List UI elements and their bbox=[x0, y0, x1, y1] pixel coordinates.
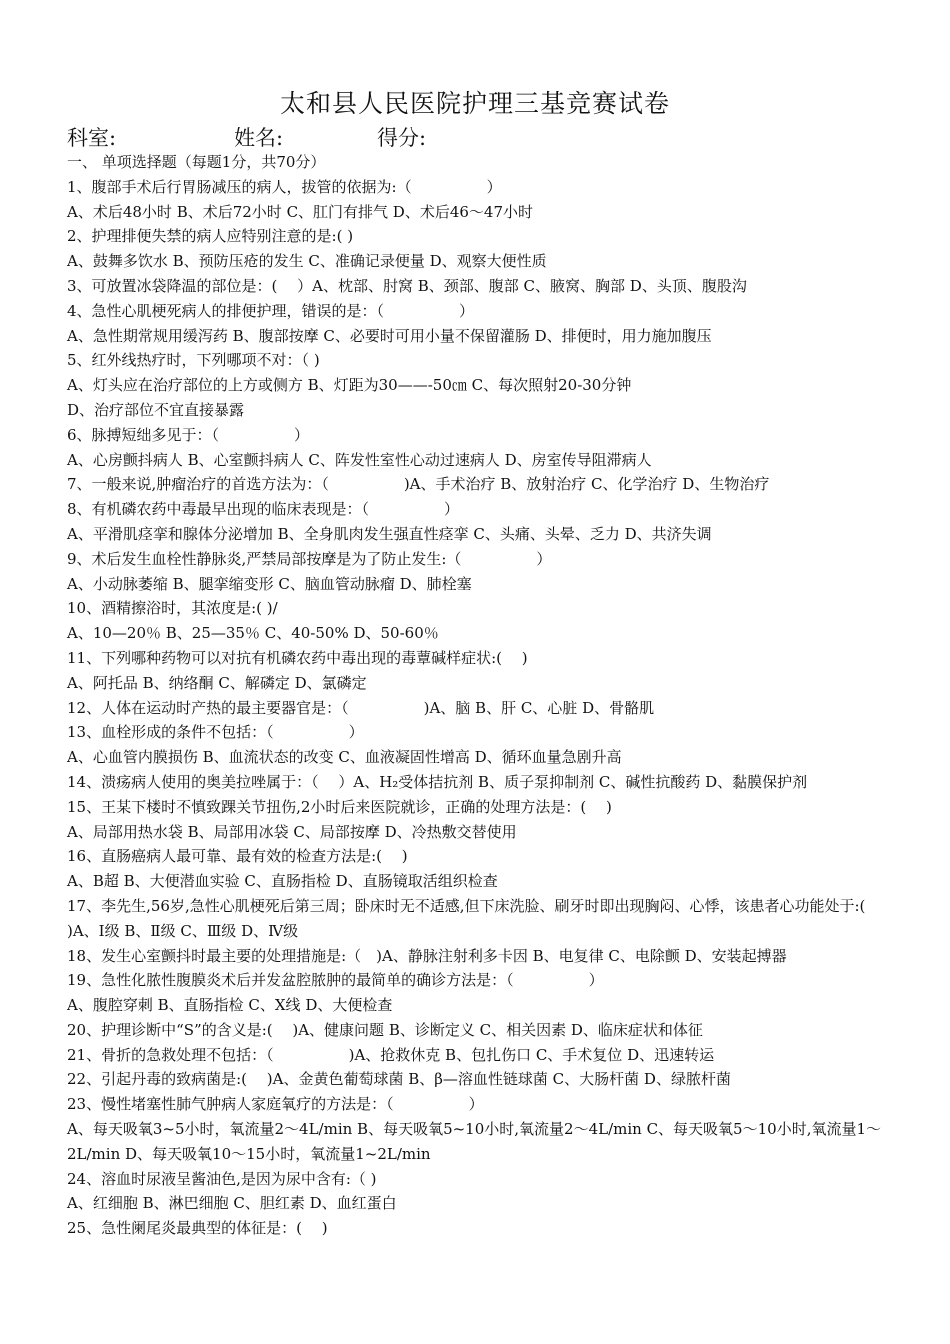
text-line: 10、酒精擦浴时，其浓度是:( )/ bbox=[67, 599, 278, 618]
text-line: A、急性期常规用缓泻药 B、腹部按摩 C、必要时可用小量不保留灌肠 D、排便时，用力施加腹压 bbox=[67, 326, 712, 345]
text-line: 12、人体在运动时产热的最主要器官是：（ )A、脑 B、肝 C、心脏 D、骨骼肌 bbox=[67, 698, 655, 717]
text-line: 1、腹部手术后行胃肠减压的病人，拔管的依据为:（ ） bbox=[67, 177, 502, 196]
text-line: A、腹腔穿刺 B、直肠指检 C、X线 D、大便检查 bbox=[67, 996, 393, 1015]
text-line: A、B超 B、大便潜血实验 C、直肠指检 D、直肠镜取活组织检查 bbox=[67, 872, 498, 891]
page-title: 太和县人民医院护理三基竞赛试卷 bbox=[279, 89, 670, 118]
text-line: 16、直肠癌病人最可靠、最有效的检查方法是:( ) bbox=[67, 847, 408, 866]
text-line: A、10—20％ B、25—35％ C、40-50% D、50-60％ bbox=[67, 624, 439, 643]
question-list bbox=[67, 150, 887, 1241]
text-line: 17、李先生,56岁,急性心肌梗死后第三周；卧床时无不适感,但下床洗脸、刷牙时即出现胸闷、心悸，该患者心功能处于:( )A、Ⅰ级 B、Ⅱ级 C、Ⅲ级 D、Ⅳ级 bbox=[67, 896, 886, 940]
text-line: 4、急性心肌梗死病人的排便护理，错误的是：（ ） bbox=[67, 301, 475, 320]
text-line: 24、溶血时尿液呈酱油色,是因为尿中含有:（ ) bbox=[67, 1169, 377, 1188]
text-line: A、小动脉萎缩 B、腿挛缩变形 C、脑血管动脉瘤 D、肺栓塞 bbox=[67, 574, 472, 593]
text-line: 9、术后发生血栓性静脉炎,严禁局部按摩是为了防止发生:（ ） bbox=[67, 549, 552, 568]
text-line: 25、急性阑尾炎最典型的体征是：( ) bbox=[67, 1219, 328, 1238]
score-label: 得分: bbox=[377, 126, 427, 150]
text-line: 22、引起丹毒的致病菌是:( )A、金黄色葡萄球菌 B、β—溶血性链球菌 C、大肠杆菌 D、绿脓杆菌 bbox=[67, 1070, 731, 1089]
text-line: 14、溃疡病人使用的奥美拉唑属于：（ ）A、H₂受体拮抗剂 B、质子泵抑制剂 C、碱性抗酸药 D、黏膜保护剂 bbox=[67, 772, 808, 791]
text-line: 18、发生心室颤抖时最主要的处理措施是:（ )A、静脉注射利多卡因 B、电复律 C、电除颤 D、安装起搏器 bbox=[67, 946, 787, 965]
text-line: A、心血管内膜损伤 B、血流状态的改变 C、血液凝固性增高 D、循环血量急剧升高 bbox=[67, 748, 622, 767]
text-line: 11、下列哪种药物可以对抗有机磷农药中毒出现的毒蕈碱样症状:( ) bbox=[67, 648, 528, 667]
text-line: 13、血栓形成的条件不包括：（ ） bbox=[67, 723, 364, 742]
text-line: 15、王某下楼时不慎致踝关节扭伤,2小时后来医院就诊，正确的处理方法是：( ) bbox=[67, 797, 612, 816]
text-line: D、治疗部位不宜直接暴露 bbox=[67, 400, 245, 419]
text-line: A、红细胞 B、淋巴细胞 C、胆红素 D、血红蛋白 bbox=[67, 1194, 397, 1213]
text-line: A、局部用热水袋 B、局部用冰袋 C、局部按摩 D、冷热敷交替使用 bbox=[67, 822, 517, 841]
text-line: 19、急性化脓性腹膜炎术后并发盆腔脓肿的最简单的确诊方法是：（ ） bbox=[67, 971, 604, 990]
text-line: 2、护理排便失禁的病人应特别注意的是:( ) bbox=[67, 227, 354, 246]
text-line: 5、红外线热疗时，下列哪项不对：（ ) bbox=[67, 351, 320, 370]
text-line: A、术后48小时 B、术后72小时 C、肛门有排气 D、术后46～47小时 bbox=[67, 202, 534, 221]
text-line: 7、一般来说,肿瘤治疗的首选方法为：（ )A、手术治疗 B、放射治疗 C、化学治疗 D、生物治疗 bbox=[67, 475, 770, 494]
text-line: 8、有机磷农药中毒最早出现的临床表现是：（ ） bbox=[67, 500, 460, 519]
name-label: 姓名: bbox=[234, 126, 284, 150]
text-line: 23、慢性堵塞性肺气肿病人家庭氧疗的方法是：（ ） bbox=[67, 1095, 484, 1114]
text-line: 20、护理诊断中“S”的含义是:( )A、健康问题 B、诊断定义 C、相关因素 D、临床症状和体征 bbox=[67, 1020, 703, 1039]
text-line: A、平滑肌痉挛和腺体分泌增加 B、全身肌肉发生强直性痉挛 C、头痛、头晕、乏力 D、共济失调 bbox=[67, 524, 712, 543]
text-line: A、灯头应在治疗部位的上方或侧方 B、灯距为30——-50㎝ C、每次照射20-30分钟 bbox=[67, 376, 632, 395]
text-line: 6、脉搏短绌多见于：（ ） bbox=[67, 425, 310, 444]
text-line: A、鼓舞多饮水 B、预防压疮的发生 C、准确记录便量 D、观察大便性质 bbox=[67, 252, 547, 271]
text-line: 一、 单项选择题（每题1分，共70分） bbox=[67, 153, 326, 171]
text-line: 3、可放置冰袋降温的部位是：( ）A、枕部、肘窝 B、颈部、腹部 C、腋窝、胸部 D、头顶、腹股沟 bbox=[67, 276, 747, 295]
text-line: A、心房颤抖病人 B、心室颤抖病人 C、阵发性室性心动过速病人 D、房室传导阻滞病人 bbox=[67, 450, 652, 469]
text-line: 21、骨折的急救处理不包括：（ )A、抢救休克 B、包扎伤口 C、手术复位 D、迅速转运 bbox=[67, 1045, 715, 1064]
text-line: A、每天吸氧3~5小时，氧流量2～4L/min B、每天吸氧5~10小时,氧流量2～4L/min C、每天吸氧5～10小时,氧流量1～2L/min D、每天吸氧10～15小时，氧流量1~2L/min bbox=[67, 1120, 882, 1163]
dept-label: 科室: bbox=[67, 126, 117, 150]
text-line: A、阿托品 B、纳络酮 C、解磷定 D、氯磷定 bbox=[67, 673, 367, 692]
